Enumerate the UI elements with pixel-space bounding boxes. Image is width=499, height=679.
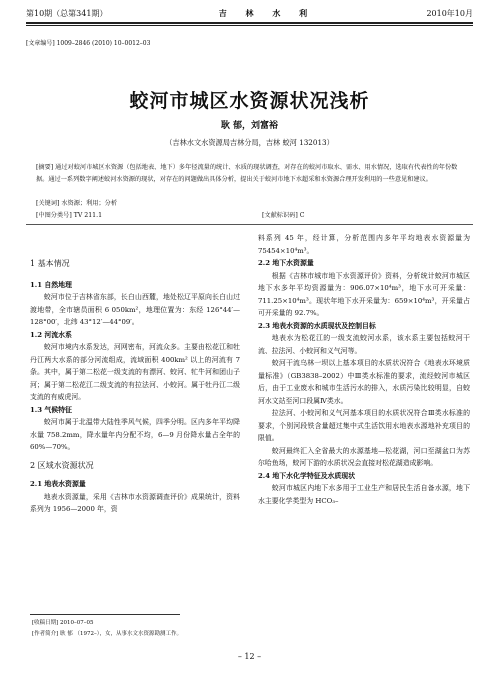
running-header: [26, 6, 473, 20]
header-issue: 第10期（总第341期）: [26, 8, 108, 18]
section-heading: 1 基本情况: [30, 259, 70, 268]
paragraph: 根据《吉林市城市地下水资源评价》资料，分析统计蛟河市城区地下水多年平均资源量为：906.07×10⁴m³，地下水可开采量：711.25×10⁴m³。现状年地下水开采量为：659×10⁴m³，开采量占可开采量的 92.7%。: [258, 271, 470, 317]
header-rule: [26, 22, 473, 24]
clc-number: [中图分类号] TV 211.1: [36, 212, 103, 219]
header-journal: 吉 林 水 利: [218, 7, 316, 18]
paragraph: 地表水资源量，采用《吉林市水资源调查评价》成果统计，资料系列为 1956—2000 年，资: [30, 492, 240, 513]
paragraph: 地表水为松花江的一级支流蛟河水系，该水系主要包括蛟河干流、拉法河、小蛟河和义气河等。: [258, 334, 470, 355]
paragraph: 拉法河、小蛟河和义气河基本项目的水质状况符合Ⅲ类水标准的要求，个别河段铁含量超过集中式生活饮用水地表水源地补充项目的限值。: [258, 409, 470, 442]
paragraph: 蛟河市城区内地下水多用于工业生产和居民生活自备水源，地下水主要化学类型为 HCO₃–: [258, 484, 470, 505]
keywords: [关键词] 水资源；利用；分析: [36, 200, 118, 207]
footnote-rule: [30, 614, 180, 615]
right-column: [258, 232, 470, 507]
paper-title: 蛟河市城区水资源状况浅析: [129, 90, 370, 112]
subsection-heading: 1.3 气候特征: [30, 405, 72, 414]
paragraph: 蛟河最终汇入全省最大的水源基地—松花湖，河口至湖盆口为苏尔哈鱼场，蛟河下游的水质状况会直接对松花湖造成影响。: [258, 446, 470, 467]
subsection-heading: 2.3 地表水资源的水质现状及控制目标: [258, 321, 376, 330]
document-code: [文献标识码] C: [262, 212, 305, 219]
subsection-heading: 2.2 地下水资源量: [258, 259, 314, 267]
affiliation: （吉林水文水资源局吉林分局，吉林 蛟河 132013）: [165, 138, 334, 147]
paragraph: 蛟河市位于吉林省东部，长白山西麓，地处松辽平原向长白山过渡地带，全市辖员面积 6 050km²，地理位置为：东经 126°44′—128°00′，北纬 43°12′—44°09′。: [30, 293, 240, 326]
footnote-received: [收稿日期] 2010–07–05: [32, 620, 94, 626]
abstract: [摘要] 通过对蛟河市城区水资源（包括地表、地下）多年径流量的统计、水质的现状调查，对存在的蛟河市取水、需水、用水情况，选取有代表性的年份数据。通过一系列数字阐述蛟河水资源的现状，对存在的问题做出具体分析，提出关于蛟河市地下水超采和水资源合理开发利用的一些意见和建议。: [36, 164, 458, 184]
subsection-heading: 1.1 自然地理: [30, 280, 72, 289]
authors: 耿 郁，刘富裕: [220, 121, 279, 131]
subsection-heading: 2.1 地表水资源量: [30, 480, 86, 488]
section-heading: 2 区域水资源状况: [30, 460, 94, 470]
paragraph: 料系列 45 年，经计算，分析范围内多年平均地表水资源量为 75454×10⁴m³。: [258, 234, 470, 255]
subsection-heading: 1.2 河流水系: [30, 330, 72, 339]
header-rule-thin: [26, 25, 473, 26]
paragraph: 蛟河干流乌林一坝以上基本项目的水质状况符合《地表水环境质量标准》（GB3838–2002）中Ⅲ类水标准的要求，流经蛟河市城区后，由于工业废水和城市生活污水的排入，水质污染比较明显，自蛟河水文站至河口段属Ⅳ类水。: [258, 359, 470, 405]
article-number: [文章编号] 1009–2846 (2010) 10–0012–03: [26, 40, 151, 47]
paragraph: 蛟河市境内水系发达，河网密布，河流众多。主要由松花江和牡丹江两大水系的部分河流组成，流域面积 400km² 以上的河流有 7 条。其中，属于第二松花一级支流的有漂河、蛟河、牤牛河和团山子河；属于第二松花江二级支流的有拉法河、小蛟河。属于牡丹江二级支流的有威虎河。: [30, 343, 240, 401]
page-number: – 12 –: [237, 652, 262, 661]
abstract-separator: [26, 224, 473, 225]
footnote-author: [作者简介] 耿 郁 （1972–），女，从事水文水资源勘测工作。: [32, 631, 183, 637]
header-date: 2010年10月: [426, 8, 473, 18]
left-column: [30, 258, 240, 516]
subsection-heading: 2.4 地下水化学特征及水质现状: [258, 471, 356, 480]
paragraph: 蛟河市属于北温带大陆性季风气候，四季分明。区内多年平均降水量 758.2mm，降水量年内分配不均，6—9 月份降水量占全年的 60%—70%。: [30, 418, 240, 451]
